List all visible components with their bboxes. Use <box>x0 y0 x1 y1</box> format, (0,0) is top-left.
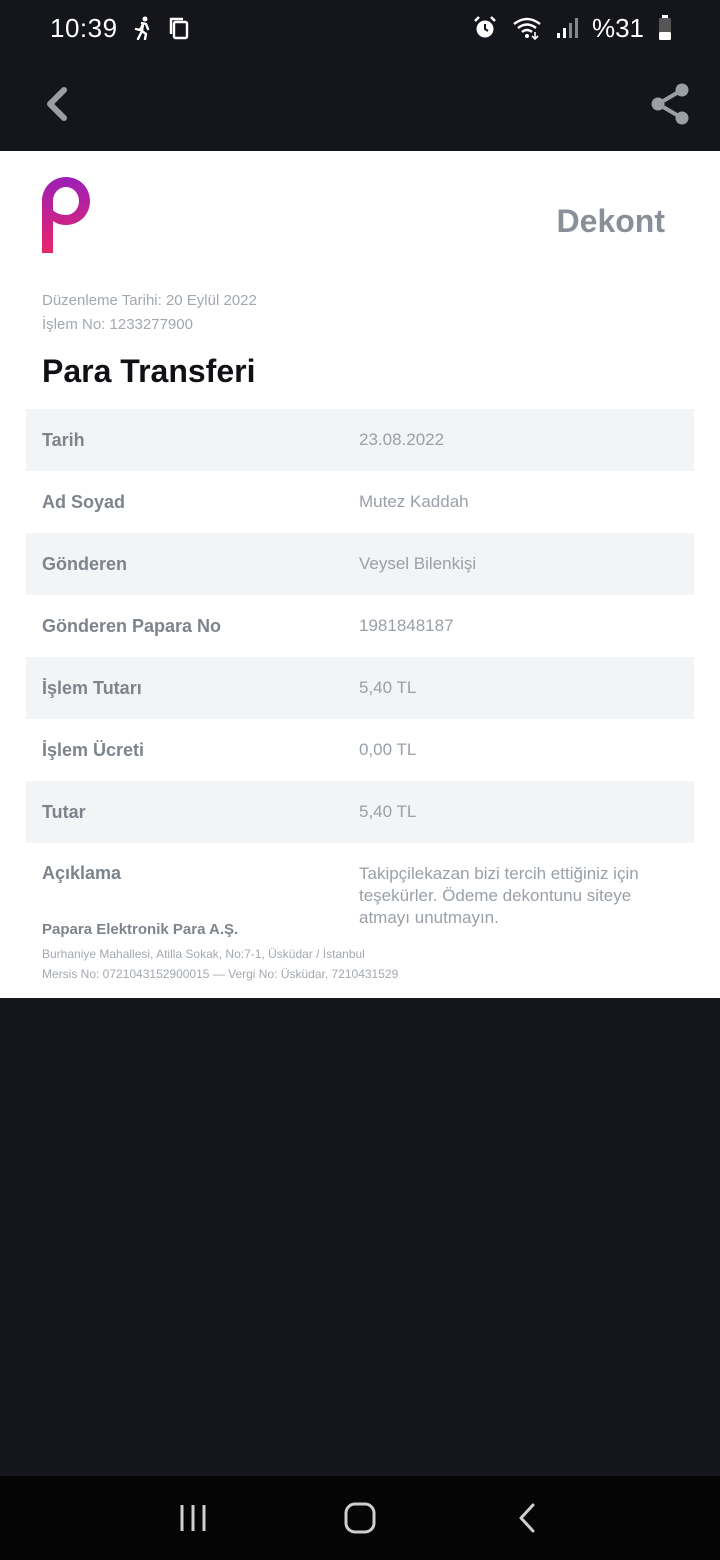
detail-value: Mutez Kaddah <box>359 492 469 511</box>
receipt-footer <box>42 921 398 984</box>
detail-row-transaction-fee <box>26 719 694 781</box>
battery-percentage: %31 <box>591 12 644 43</box>
recent-apps-icon[interactable] <box>163 1488 223 1548</box>
company-address: Burhaniye Mahallesi, Atilla Sokak, No:7-1, Üsküdar / İstanbul <box>42 947 365 961</box>
detail-value: Veysel Bilenkişi <box>359 554 477 573</box>
back-icon[interactable] <box>497 1488 557 1548</box>
chevron-left-icon[interactable] <box>34 82 78 126</box>
detail-label: Tutar <box>42 801 86 822</box>
clock: 10:39 <box>50 12 118 43</box>
detail-value: 5,40 TL <box>359 678 417 697</box>
detail-table <box>26 409 694 933</box>
detail-label: Açıklama <box>42 863 122 883</box>
detail-row-sender-papara-no <box>26 595 694 657</box>
issue-date: Düzenleme Tarihi: 20 Eylül 2022 <box>42 292 257 309</box>
detail-label: Gönderen Papara No <box>42 615 222 636</box>
alarm-icon <box>472 15 498 41</box>
signal-icon <box>556 16 578 40</box>
detail-value: 1981848187 <box>359 616 454 635</box>
transaction-number: İşlem No: 1233277900 <box>42 316 193 333</box>
section-title: Para Transferi <box>42 353 256 389</box>
document-title: Dekont <box>556 203 665 239</box>
detail-label: İşlem Ücreti <box>42 739 145 760</box>
detail-row-sender <box>26 533 694 595</box>
detail-value: 5,40 TL <box>359 802 417 821</box>
detail-label: İşlem Tutarı <box>42 677 142 698</box>
receipt <box>0 151 720 998</box>
status-bar <box>0 0 720 56</box>
navigation-bar <box>0 1476 720 1560</box>
walking-icon <box>132 16 154 40</box>
papara-logo <box>40 175 92 255</box>
status-left <box>50 13 190 44</box>
share-icon[interactable] <box>648 82 692 126</box>
copy-icon <box>168 16 190 40</box>
detail-value: 0,00 TL <box>359 740 417 759</box>
detail-value: 23.08.2022 <box>359 430 445 449</box>
top-bar <box>0 56 720 151</box>
receipt-meta <box>42 289 257 337</box>
status-right <box>472 13 672 44</box>
home-icon[interactable] <box>330 1488 390 1548</box>
detail-row-name <box>26 471 694 533</box>
detail-label: Tarih <box>42 429 85 450</box>
detail-row-description <box>26 843 694 933</box>
wifi-icon <box>512 16 542 40</box>
detail-row-date <box>26 409 694 471</box>
detail-value: Takipçilekazan bizi tercih ettiğiniz için teşekürler. Ödeme dekontunu siteye atmayı unutmayın. <box>359 864 639 927</box>
company-name: Papara Elektronik Para A.Ş. <box>42 921 239 938</box>
company-registry: Mersis No: 0721043152900015 — Vergi No: Üsküdar, 7210431529 <box>42 967 399 981</box>
detail-row-total <box>26 781 694 843</box>
detail-row-transaction-amount <box>26 657 694 719</box>
detail-label: Gönderen <box>42 553 128 574</box>
battery-icon <box>658 15 672 41</box>
detail-label: Ad Soyad <box>42 491 126 512</box>
